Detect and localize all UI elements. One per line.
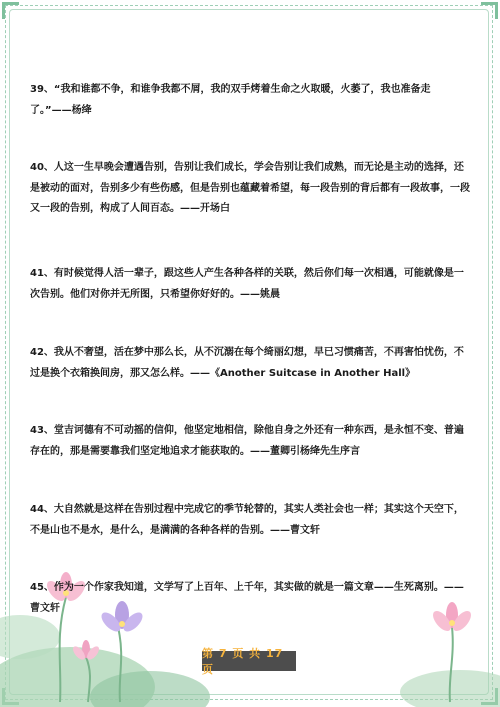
quote-40: 40、人这一生早晚会遭遇告别，告别让我们成长，学会告别让我们成熟，而无论是主动的选择，还是被动的面对，告别多少有些伤感，但是告别也蕴藏着希望，每一段告别的背后都有一段故事，一段又一段的告别，构成了人间百态。——开场白: [30, 162, 470, 214]
quote-42: 42、我从不奢望，活在梦中那么长，从不沉溺在每个绮丽幻想，早已习惯痛苦，不再害怕忧伤，不过是换个衣箱换间房，那又怎么样。——《Another Suitcase in Another Hall》: [30, 347, 464, 379]
quote-43: 43、堂吉诃德有不可动摇的信仰，他坚定地相信，除他自身之外还有一种东西，是永恒不变、普遍存在的，那是需要靠我们坚定地追求才能获取的。——董卿引杨绛先生序言: [30, 425, 464, 457]
page-number: 第 7 页 共 17 页: [202, 651, 296, 671]
quote-39: 39、“我和谁都不争，和谁争我都不屑，我的双手烤着生命之火取暖，火萎了，我也准备走了。”——杨绛: [30, 84, 431, 116]
quote-45: 45、作为一个作家我知道，文学写了上百年、上千年，其实做的就是一篇文章——生死离别。——曹文轩: [30, 582, 464, 614]
quote-44: 44、大自然就是这样在告别过程中完成它的季节轮替的，其实人类社会也一样；其实这个天空下，不是山也不是水，是什么，是满满的各种各样的告别。——曹文轩: [30, 504, 464, 536]
quote-41: 41、有时候觉得人活一辈子，跟这些人产生各种各样的关联，然后你们每一次相遇，可能就像是一次告别。他们对你并无所图，只希望你好好的。——姚晨: [30, 268, 464, 300]
